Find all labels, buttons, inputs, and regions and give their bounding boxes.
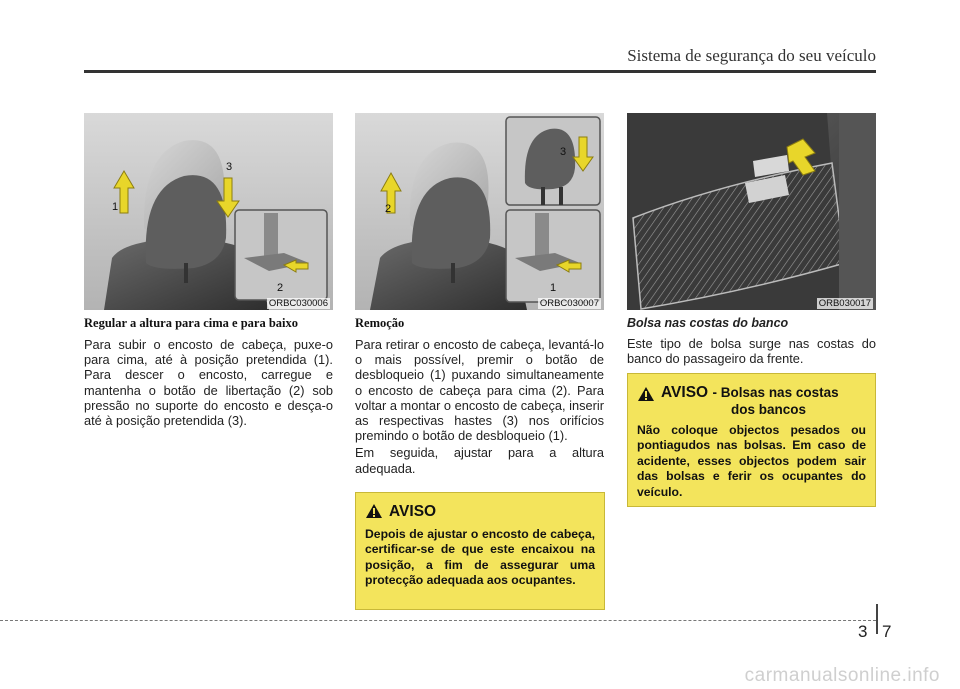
callout-2: 2 [277,282,284,294]
warning-title-suffix: - Bolsas nas costas [712,385,839,400]
watermark: carmanualsonline.info [744,665,940,686]
header-rule [84,70,876,73]
figure-code: ORBC030006 [268,298,328,309]
warning-box-headrest [355,492,605,610]
column-seatback-pocket [627,316,876,368]
footer-rule [0,620,876,621]
page-number: 7 [882,622,892,641]
warning-title-line2: dos bancos [731,402,807,417]
warning-title-block [661,384,839,417]
headrest-removal-illustration [355,113,604,310]
warning-box-pockets [627,373,876,507]
paragraph: Para retirar o encosto de cabeça, levantá-lo o mais possível, premir o botão de desbloqueio (1) puxando simultaneamente o encosto de cabeça para cima (2). Para voltar a montar o encosto de cabeça, inserir as respectivas hastes (3) nos orifícios premindo o botão de desbloqueio (1). [355,337,604,444]
section-heading: Remoção [355,316,405,330]
section-heading: Bolsa nas costas do banco [627,316,789,330]
warning-text: Não coloque objectos pesados ou pontiagudos nas bolsas. Em caso de acidente, esses objectos podem sair das bolsas e ferir os ocupantes do veículo. [637,423,866,499]
column-headrest-removal [355,316,604,478]
callout-3: 3 [226,161,233,173]
warning-header [637,384,866,417]
paragraph: Para subir o encosto de cabeça, puxe-o para cima, até à posição pretendida (1). Para descer o encosto, carregue e mantenha o botão de libertação (2) sob pressão no suporte do encosto e desça-o até à posição pretendida (3). [84,337,333,429]
chapter-number: 3 [858,622,868,641]
section-title: Sistema de segurança do seu veículo [627,46,876,65]
headrest-height-illustration [84,113,333,310]
figure-headrest-removal [355,113,604,310]
figure-code: ORBC030007 [539,298,599,309]
callout-1: 1 [112,201,119,213]
warning-title: AVISO [389,503,437,520]
paragraph: Este tipo de bolsa surge nas costas do banco do passageiro da frente. [627,336,876,367]
figure-headrest-height [84,113,333,310]
warning-title: AVISO [661,384,709,401]
section-heading: Regular a altura para cima e para baixo [84,316,298,330]
column-headrest-height [84,316,333,430]
seatback-pocket-illustration [627,113,876,310]
figure-code: ORB030017 [818,298,871,309]
figure-seatback-pocket [627,113,876,310]
callout-3: 3 [560,146,567,158]
callout-2: 2 [385,203,392,215]
warning-triangle-icon [637,386,655,402]
callout-1: 1 [550,282,557,294]
warning-triangle-icon [365,503,383,519]
paragraph: Em seguida, ajustar para a altura adequada. [355,445,604,476]
page-number-separator [876,604,878,634]
warning-header [365,503,595,521]
warning-text: Depois de ajustar o encosto de cabeça, certificar-se de que este encaixou na posição, a fim de assegurar uma protecção adequada aos ocupantes. [365,527,595,588]
